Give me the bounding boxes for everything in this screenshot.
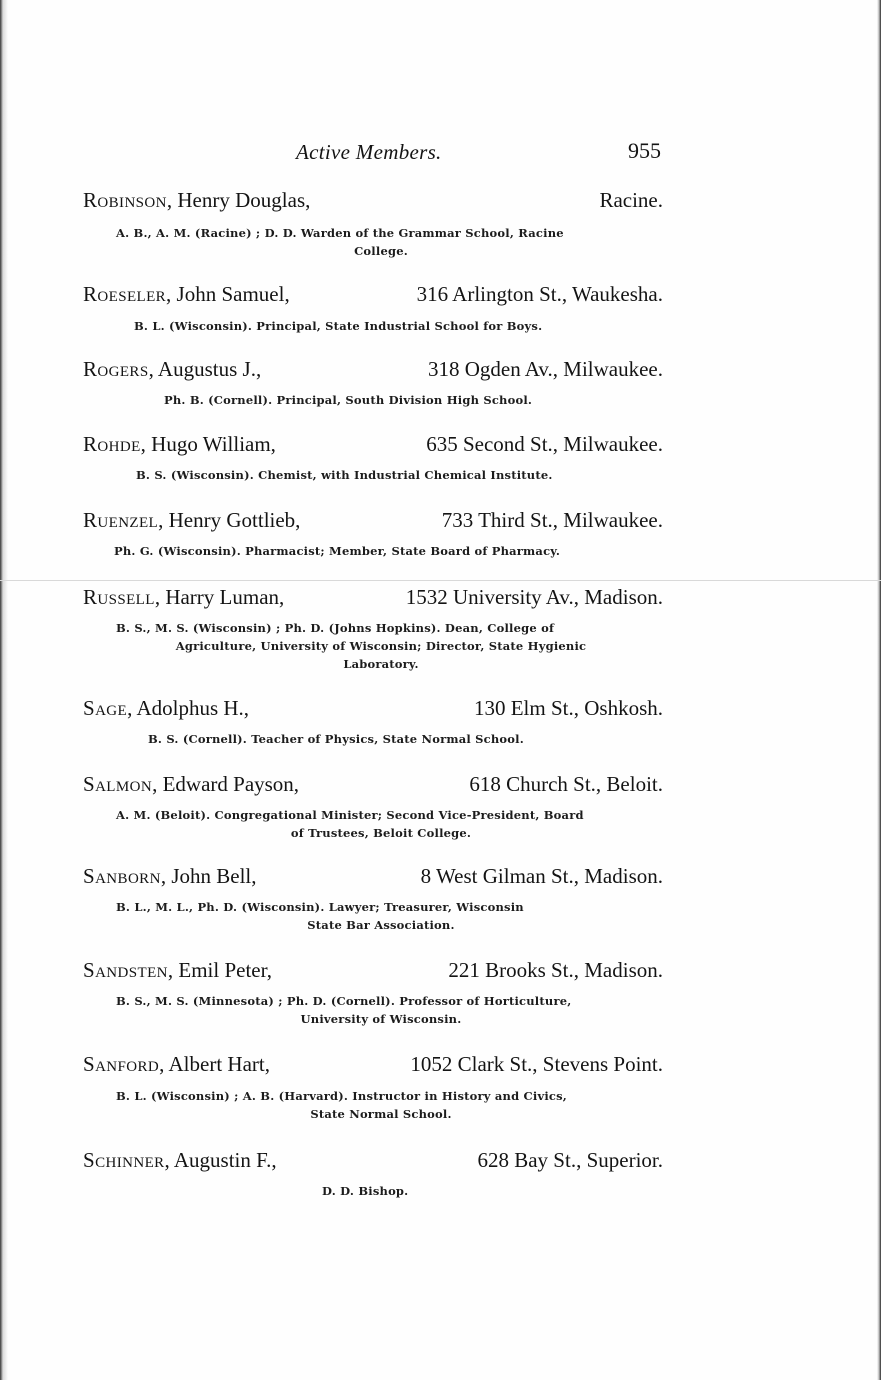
description-line: of Trustees, Beloit College. bbox=[290, 826, 472, 840]
member-name bbox=[83, 432, 276, 457]
member-description bbox=[322, 1182, 852, 1200]
member-description bbox=[116, 1087, 646, 1123]
member-surname: Sage bbox=[83, 696, 128, 720]
member-surname: Sanborn bbox=[83, 864, 161, 888]
member-entry-heading bbox=[83, 432, 663, 460]
member-description bbox=[114, 542, 644, 560]
description-line: B. S. (Wisconsin). Chemist, with Industrial Chemical Institute. bbox=[136, 468, 553, 482]
member-surname: Rohde bbox=[83, 432, 141, 456]
member-address: 1532 University Av., Madison. bbox=[405, 585, 663, 609]
member-entry-heading bbox=[83, 282, 663, 310]
member-entry-heading bbox=[83, 696, 663, 724]
member-address: 628 Bay St., Superior. bbox=[477, 1148, 663, 1172]
member-given-name: , Edward Payson, bbox=[152, 772, 300, 796]
member-entry-heading bbox=[83, 1148, 663, 1176]
member-given-name: , Augustus J., bbox=[148, 357, 262, 381]
description-line: Ph. G. (Wisconsin). Pharmacist; Member, State Board of Pharmacy. bbox=[114, 544, 561, 558]
member-name bbox=[83, 696, 249, 721]
member-description bbox=[116, 619, 646, 673]
member-name bbox=[83, 1148, 277, 1173]
member-address: 318 Ogden Av., Milwaukee. bbox=[427, 357, 663, 381]
member-description bbox=[148, 730, 678, 748]
member-given-name: , Albert Hart, bbox=[159, 1052, 270, 1076]
description-line: B. S. (Cornell). Teacher of Physics, State Normal School. bbox=[148, 732, 524, 746]
member-surname: Sandsten bbox=[83, 958, 168, 982]
page-number: 955 bbox=[628, 138, 661, 163]
description-line: College. bbox=[354, 244, 408, 258]
member-entry-heading bbox=[83, 188, 663, 216]
member-entry-heading bbox=[83, 772, 663, 800]
page-right-edge-shadow bbox=[877, 0, 881, 1380]
description-line: D. D. Bishop. bbox=[322, 1184, 409, 1198]
member-name bbox=[83, 772, 299, 797]
member-address: 618 Church St., Beloit. bbox=[469, 772, 663, 796]
member-description bbox=[116, 898, 646, 934]
member-surname: Rogers bbox=[83, 357, 149, 381]
description-line: State Bar Association. bbox=[307, 918, 455, 932]
member-description bbox=[136, 466, 666, 484]
member-surname: Robinson bbox=[83, 188, 167, 212]
member-name bbox=[83, 585, 284, 610]
member-given-name: , Henry Gottlieb, bbox=[158, 508, 301, 532]
member-description bbox=[116, 224, 646, 260]
member-given-name: , John Samuel, bbox=[166, 282, 290, 306]
member-name bbox=[83, 1052, 270, 1077]
member-address: 1052 Clark St., Stevens Point. bbox=[410, 1052, 663, 1076]
member-surname: Schinner bbox=[83, 1148, 165, 1172]
member-surname: Roeseler bbox=[83, 282, 167, 306]
member-description bbox=[164, 391, 694, 409]
description-line: Ph. B. (Cornell). Principal, South Division High School. bbox=[164, 393, 533, 407]
member-entry-heading bbox=[83, 508, 663, 536]
page-left-edge-shadow bbox=[0, 0, 10, 1380]
description-line: A. M. (Beloit). Congregational Minister; Second Vice-President, Board bbox=[116, 808, 584, 822]
description-line: B. L. (Wisconsin) ; A. B. (Harvard). Instructor in History and Civics, bbox=[116, 1089, 567, 1103]
member-given-name: , Hugo William, bbox=[140, 432, 276, 456]
member-address: 221 Brooks St., Madison. bbox=[448, 958, 663, 982]
member-given-name: , Harry Luman, bbox=[154, 585, 285, 609]
description-line: A. B., A. M. (Racine) ; D. D. Warden of the Grammar School, Racine bbox=[116, 226, 564, 240]
member-name bbox=[83, 282, 290, 307]
member-address: 8 West Gilman St., Madison. bbox=[420, 864, 663, 888]
member-name bbox=[83, 864, 257, 889]
description-line: B. S., M. S. (Wisconsin) ; Ph. D. (Johns Hopkins). Dean, College of bbox=[116, 621, 555, 635]
member-description bbox=[116, 992, 646, 1028]
member-surname: Russell bbox=[83, 585, 155, 609]
member-entry-heading bbox=[83, 958, 663, 986]
description-line: B. L., M. L., Ph. D. (Wisconsin). Lawyer; Treasurer, Wisconsin bbox=[116, 900, 524, 914]
member-surname: Ruenzel bbox=[83, 508, 159, 532]
description-line: Laboratory. bbox=[343, 657, 419, 671]
description-line: University of Wisconsin. bbox=[300, 1012, 462, 1026]
member-description bbox=[134, 317, 664, 335]
member-given-name: , Henry Douglas, bbox=[166, 188, 311, 212]
description-line: B. L. (Wisconsin). Principal, State Industrial School for Boys. bbox=[134, 319, 543, 333]
scan-fold-line bbox=[0, 580, 881, 581]
description-line: Agriculture, University of Wisconsin; Director, State Hygienic bbox=[175, 639, 587, 653]
member-entry-heading bbox=[83, 585, 663, 613]
member-surname: Salmon bbox=[83, 772, 153, 796]
member-name bbox=[83, 188, 310, 213]
member-name bbox=[83, 357, 261, 382]
member-given-name: , John Bell, bbox=[160, 864, 257, 888]
description-line: B. S., M. S. (Minnesota) ; Ph. D. (Cornell). Professor of Horticulture, bbox=[116, 994, 572, 1008]
member-address: Racine. bbox=[599, 188, 663, 212]
member-given-name: , Emil Peter, bbox=[167, 958, 273, 982]
member-entry-heading bbox=[83, 1052, 663, 1080]
member-description bbox=[116, 806, 646, 842]
member-address: 733 Third St., Milwaukee. bbox=[441, 508, 663, 532]
running-title: Active Members. bbox=[296, 140, 442, 164]
description-line: State Normal School. bbox=[310, 1107, 452, 1121]
member-surname: Sanford bbox=[83, 1052, 160, 1076]
member-entry-heading bbox=[83, 357, 663, 385]
member-entry-heading bbox=[83, 864, 663, 892]
member-name bbox=[83, 958, 272, 983]
member-address: 635 Second St., Milwaukee. bbox=[426, 432, 663, 456]
member-name bbox=[83, 508, 300, 533]
member-address: 130 Elm St., Oshkosh. bbox=[473, 696, 663, 720]
member-given-name: , Augustin F., bbox=[164, 1148, 277, 1172]
member-given-name: , Adolphus H., bbox=[127, 696, 250, 720]
member-address: 316 Arlington St., Waukesha. bbox=[416, 282, 663, 306]
